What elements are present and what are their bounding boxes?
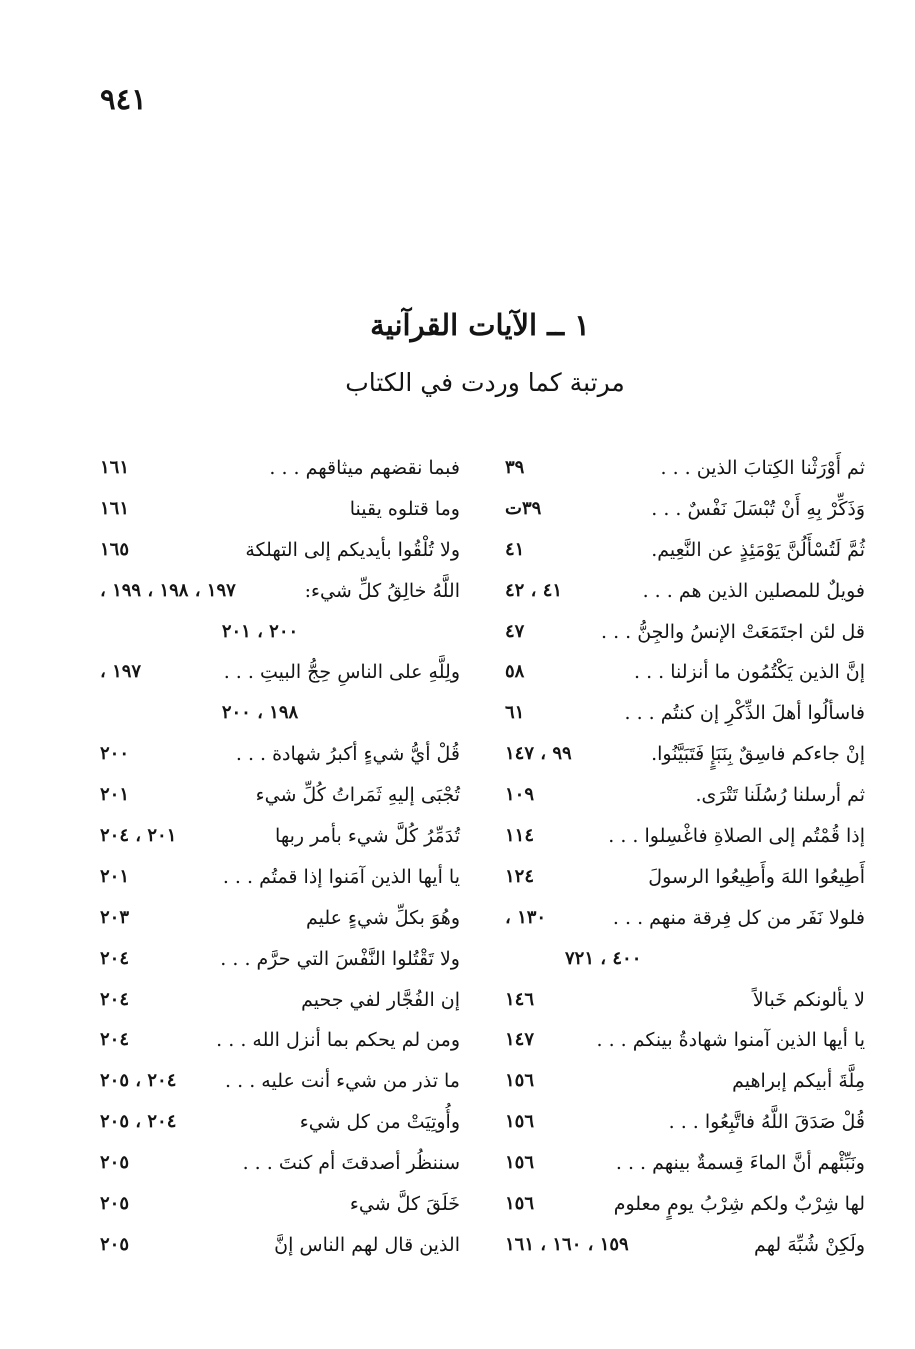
page-reference: ١٤٦ — [505, 988, 535, 1010]
page-reference: ٢٠٤ — [100, 947, 130, 969]
index-row — [100, 816, 460, 857]
ayah-text: يا أيها الذين آمنوا شهادةُ بينكم . . . — [596, 1029, 865, 1052]
page-reference: ٦١ — [505, 702, 525, 724]
ayah-text: وهُوَ بكلِّ شيءٍ عليم — [306, 906, 460, 929]
page-reference: ١٠٩ — [505, 784, 535, 806]
ayah-text: خَلَقَ كلَّ شيء — [349, 1193, 460, 1216]
index-row — [100, 489, 460, 530]
page-reference: ١٦٥ — [100, 538, 130, 560]
page-reference: ١٥٦ — [505, 1070, 535, 1092]
index-row — [505, 734, 865, 775]
page-reference: ٥٨ — [505, 661, 525, 683]
page-reference: ٢٠٣ — [100, 906, 130, 928]
page-reference: ١٩٧ ، ١٩٨ ، ١٩٩ ، — [100, 579, 236, 601]
index-row — [100, 857, 460, 898]
ayah-text: ومن لم يحكم بما أنزل الله . . . — [216, 1029, 460, 1052]
page-reference: ٢٠١ ، ٢٠٤ — [100, 825, 177, 847]
index-continuation-row — [505, 939, 865, 980]
index-row — [505, 775, 865, 816]
index-row — [100, 1061, 460, 1102]
index-continuation-row — [100, 612, 460, 653]
ayah-text: سننظُر أصدقتَ أم كنتَ . . . — [242, 1152, 460, 1175]
ayah-text: لها شِرْبٌ ولكم شِرْبُ يومٍ معلوم — [613, 1193, 865, 1216]
page-reference: ٢٠٠ ، ٢٠١ — [221, 620, 299, 642]
ayah-text: تُجْبَى إليهِ ثَمَراتُ كُلِّ شيء — [255, 784, 460, 807]
ayah-text: إنَّ الذين يَكْتُمُون ما أنزلنا . . . — [633, 661, 865, 684]
index-row — [505, 898, 865, 939]
index-row — [505, 1225, 865, 1266]
index-row — [100, 1143, 460, 1184]
page-reference: ٢٠٠ — [100, 743, 130, 765]
index-row — [505, 980, 865, 1021]
index-row — [100, 980, 460, 1021]
page-reference: ١٥٩ ، ١٦٠ ، ١٦١ — [505, 1233, 629, 1255]
ayah-text: اللَّهُ خالِقُ كلِّ شيء: — [304, 579, 460, 602]
page-reference: ٣٩ت — [505, 497, 542, 519]
page-reference: ٢٠١ — [100, 784, 130, 806]
ayah-text: تُدَمِّرُ كُلَّ شيء بأمر ربها — [275, 825, 460, 848]
index-row — [100, 571, 460, 612]
index-row — [100, 898, 460, 939]
index-row — [505, 1184, 865, 1225]
index-row — [100, 939, 460, 980]
page-reference: ١٢٤ — [505, 865, 535, 887]
ayah-text: إنْ جاءكم فاسِقٌ بِنَبَإٍ فَتَبَيَّنُوا. — [651, 743, 865, 766]
page-reference: ١٥٦ — [505, 1193, 535, 1215]
index-row — [505, 1143, 865, 1184]
ayah-text: إن الفُجَّار لفي جحيم — [301, 988, 460, 1011]
page-reference: ٢٠١ — [100, 865, 130, 887]
ayah-text: ثم أرسلنا رُسُلَنا تَتْرَى. — [695, 784, 865, 807]
index-row — [505, 1020, 865, 1061]
ayah-text: ولَكِنْ شُبِّهَ لهم — [753, 1233, 865, 1256]
ayah-text: قل لئن اجتَمَعَتْ الإنسُ والجِنُّ . . . — [600, 620, 865, 643]
index-row — [100, 1020, 460, 1061]
page-reference: ٣٩ — [505, 457, 525, 478]
section-subtitle: مرتبة كما وردت في الكتاب — [345, 368, 625, 397]
page-reference: ١٣٠ ، — [505, 906, 547, 928]
index-row — [100, 1184, 460, 1225]
ayah-text: فاسألُوا أهلَ الذِّكْرِ إن كنتُم . . . — [624, 702, 865, 725]
ayah-text: فبما نقضهم ميثاقهم . . . — [269, 457, 460, 479]
page-reference: ٤١ — [505, 538, 525, 560]
index-row — [505, 571, 865, 612]
ayah-text: ولا تُلْقُوا بأيديكم إلى التهلكة — [245, 538, 460, 561]
ayah-text: ولا تَقْتُلوا النَّفْسَ التي حرَّم . . . — [220, 947, 460, 970]
index-row — [505, 612, 865, 653]
ayah-text: ثُمَّ لَتُسْأَلُنَّ يَوْمَئِذٍ عن النَّعِيم. — [651, 538, 865, 561]
page-reference: ٩٩ ، ١٤٧ — [505, 743, 572, 765]
page-reference: ١٤٧ — [505, 1029, 535, 1051]
ayah-text: الذين قال لهم الناس إنَّ — [274, 1233, 460, 1256]
page-reference: ١٦١ — [100, 457, 130, 478]
index-row — [100, 652, 460, 693]
index-row — [505, 857, 865, 898]
page-reference: ٢٠٤ — [100, 1029, 130, 1051]
index-row — [505, 489, 865, 530]
right-index-column — [505, 448, 865, 1266]
page-reference: ٢٠٥ — [100, 1193, 130, 1215]
ayah-text: قُلْ صَدَقَ اللَّهُ فاتَّبِعُوا . . . — [668, 1111, 865, 1134]
page-reference: ١٥٦ — [505, 1111, 535, 1133]
index-row — [100, 530, 460, 571]
ayah-text: إذا قُمْتُم إلى الصلاةِ فاغْسِلوا . . . — [608, 825, 865, 848]
index-row — [505, 1061, 865, 1102]
page-reference: ٤٠٠ ، ٧٢١ — [565, 947, 642, 969]
ayah-text: ونَبِّئْهم أنَّ الماءَ قِسمةٌ بينهم . . . — [615, 1152, 865, 1175]
left-index-column — [100, 448, 460, 1266]
page-reference: ٢٠٤ ، ٢٠٥ — [100, 1070, 177, 1092]
index-row — [100, 448, 460, 489]
ayah-text: يا أيها الذين آمَنوا إذا قمتُم . . . — [222, 865, 460, 888]
ayah-text: ثم أَوْرَثْنا الكِتابَ الذين . . . — [660, 457, 865, 479]
index-row — [505, 530, 865, 571]
page-reference: ٤٧ — [505, 620, 525, 642]
page-reference: ٤١ ، ٤٢ — [505, 579, 563, 601]
ayah-text: ولِلَّهِ على الناسِ حِجُّ البيتِ . . . — [223, 661, 460, 684]
ayah-text: ما تذر من شيء أنت عليه . . . — [225, 1070, 460, 1093]
ayah-text: لا يألونكم خَبالاً — [752, 988, 865, 1011]
ayah-text: فلولا نَفَر من كل فِرقة منهم . . . — [612, 906, 865, 929]
page-reference: ١١٤ — [505, 825, 535, 847]
page-reference: ٢٠٤ ، ٢٠٥ — [100, 1111, 177, 1133]
page-number: ٩٤١ — [100, 82, 147, 116]
page-reference: ١٥٦ — [505, 1152, 535, 1174]
index-row — [505, 1102, 865, 1143]
index-row — [100, 1102, 460, 1143]
page-reference: ١٩٨ ، ٢٠٠ — [221, 702, 299, 724]
page-reference: ٢٠٤ — [100, 988, 130, 1010]
ayah-text: فويلٌ للمصلين الذين هم . . . — [642, 579, 865, 602]
ayah-text: وأُوتِيَتْ من كل شيء — [299, 1111, 460, 1134]
index-row — [505, 652, 865, 693]
index-row — [505, 816, 865, 857]
section-title: ١ ــ الآيات القرآنية — [370, 308, 590, 342]
page-reference: ١٩٧ ، — [100, 661, 142, 683]
page-reference: ٢٠٥ — [100, 1233, 130, 1255]
ayah-text: قُلْ أيُّ شيءٍ أكبرُ شهادة . . . — [235, 743, 460, 766]
ayah-text: أَطِيعُوا اللهَ وأَطِيعُوا الرسولَ — [648, 865, 865, 888]
index-row — [100, 775, 460, 816]
ayah-text: وما قتلوه يقينا — [349, 497, 460, 520]
ayah-text: مِلَّةَ أبيكم إبراهيم — [732, 1070, 865, 1093]
index-row — [100, 1225, 460, 1266]
index-row — [100, 734, 460, 775]
index-row — [505, 448, 865, 489]
index-continuation-row — [100, 693, 460, 734]
page-reference: ١٦١ — [100, 497, 130, 519]
page-reference: ٢٠٥ — [100, 1152, 130, 1174]
index-row — [505, 693, 865, 734]
ayah-text: وَذَكِّرْ بِهِ أَنْ تُبْسَلَ نَفْسٌ . . . — [651, 497, 865, 520]
